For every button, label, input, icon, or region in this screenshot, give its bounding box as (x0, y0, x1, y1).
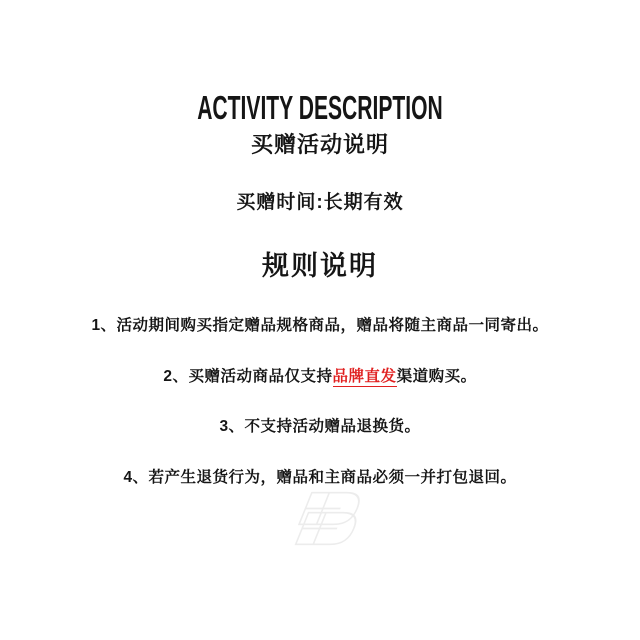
rule-text: 2、买赠活动商品仅支持 (163, 367, 333, 385)
rule-text: 1、活动期间购买指定赠品规格商品，赠品将随主商品一同寄出。 (91, 317, 549, 335)
page-title-en: ACTIVITY DESCRIPTION (197, 88, 443, 127)
rule-item-2 (0, 368, 640, 387)
rules-section-title: 规则说明 (262, 251, 378, 282)
rule-item-4 (0, 469, 640, 488)
rule-highlight-brand-direct: 品牌直发 (332, 367, 397, 385)
rule-text: 4、若产生退货行为，赠品和主商品必须一并打包退回。 (123, 468, 517, 486)
rule-text: 3、不支持活动赠品退换货。 (219, 418, 421, 436)
validity-line: 买赠时间:长期有效 (236, 192, 404, 214)
rule-item-3 (0, 418, 640, 437)
brand-monogram-icon (278, 486, 374, 566)
rule-text: 渠道购买。 (396, 367, 477, 385)
rules-list (0, 317, 640, 487)
page-title-zh: 买赠活动说明 (250, 132, 389, 158)
rule-item-1 (0, 317, 640, 336)
